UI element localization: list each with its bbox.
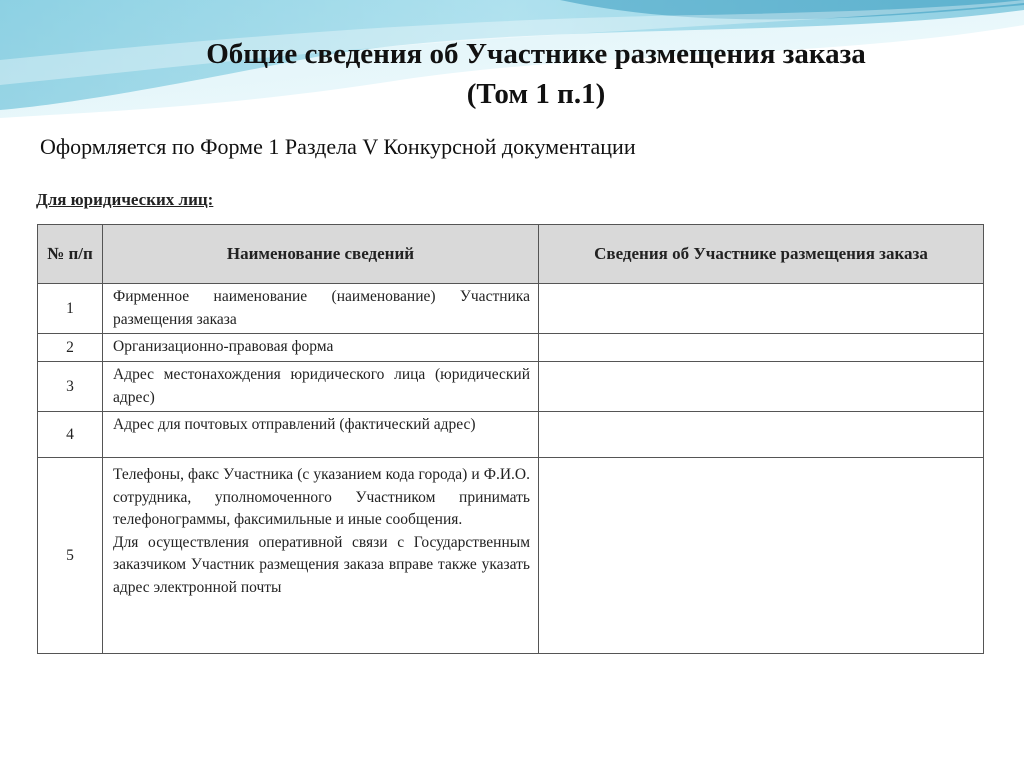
header-value: Сведения об Участнике размещения заказа	[539, 225, 984, 284]
slide-title	[0, 34, 1024, 114]
info-table	[37, 224, 984, 654]
table-row	[38, 334, 984, 362]
row-number: 2	[38, 334, 103, 362]
row-number: 3	[38, 362, 103, 412]
table-row	[38, 458, 984, 654]
header-number: № п/п	[38, 225, 103, 284]
slide-subtitle: Оформляется по Форме 1 Раздела V Конкурсной документации	[40, 134, 636, 159]
slide-title-line1: Общие сведения об Участнике размещения заказа	[206, 38, 866, 70]
row-value	[539, 362, 984, 412]
row-value	[539, 458, 984, 654]
row-name-extra: Для осуществления оперативной связи с Государственным заказчиком Участник размещения заказа вправе также указать адрес электронной почты	[113, 533, 530, 596]
row-name: Адрес местонахождения юридического лица (юридический адрес)	[103, 362, 539, 412]
row-number: 1	[38, 284, 103, 334]
row-value	[539, 334, 984, 362]
row-name: Организационно-правовая форма	[103, 334, 539, 362]
row-name: Адрес для почтовых отправлений (фактический адрес)	[103, 412, 539, 458]
table-row	[38, 362, 984, 412]
header-name: Наименование сведений	[103, 225, 539, 284]
table-row	[38, 412, 984, 458]
table-header-row	[38, 225, 984, 284]
row-name	[103, 458, 539, 654]
section-title: Для юридических лиц:	[36, 190, 214, 209]
row-value	[539, 284, 984, 334]
row-value	[539, 412, 984, 458]
table-row	[38, 284, 984, 334]
row-name: Фирменное наименование (наименование) Участника размещения заказа	[103, 284, 539, 334]
row-number: 4	[38, 412, 103, 458]
row-number: 5	[38, 458, 103, 654]
slide-title-line2: (Том 1 п.1)	[466, 78, 606, 110]
row-name-text: Телефоны, факс Участника (с указанием кода города) и Ф.И.О. сотрудника, уполномоченного Участником принимать телефонограммы, факсимильные и иные сообщения.	[113, 466, 530, 528]
